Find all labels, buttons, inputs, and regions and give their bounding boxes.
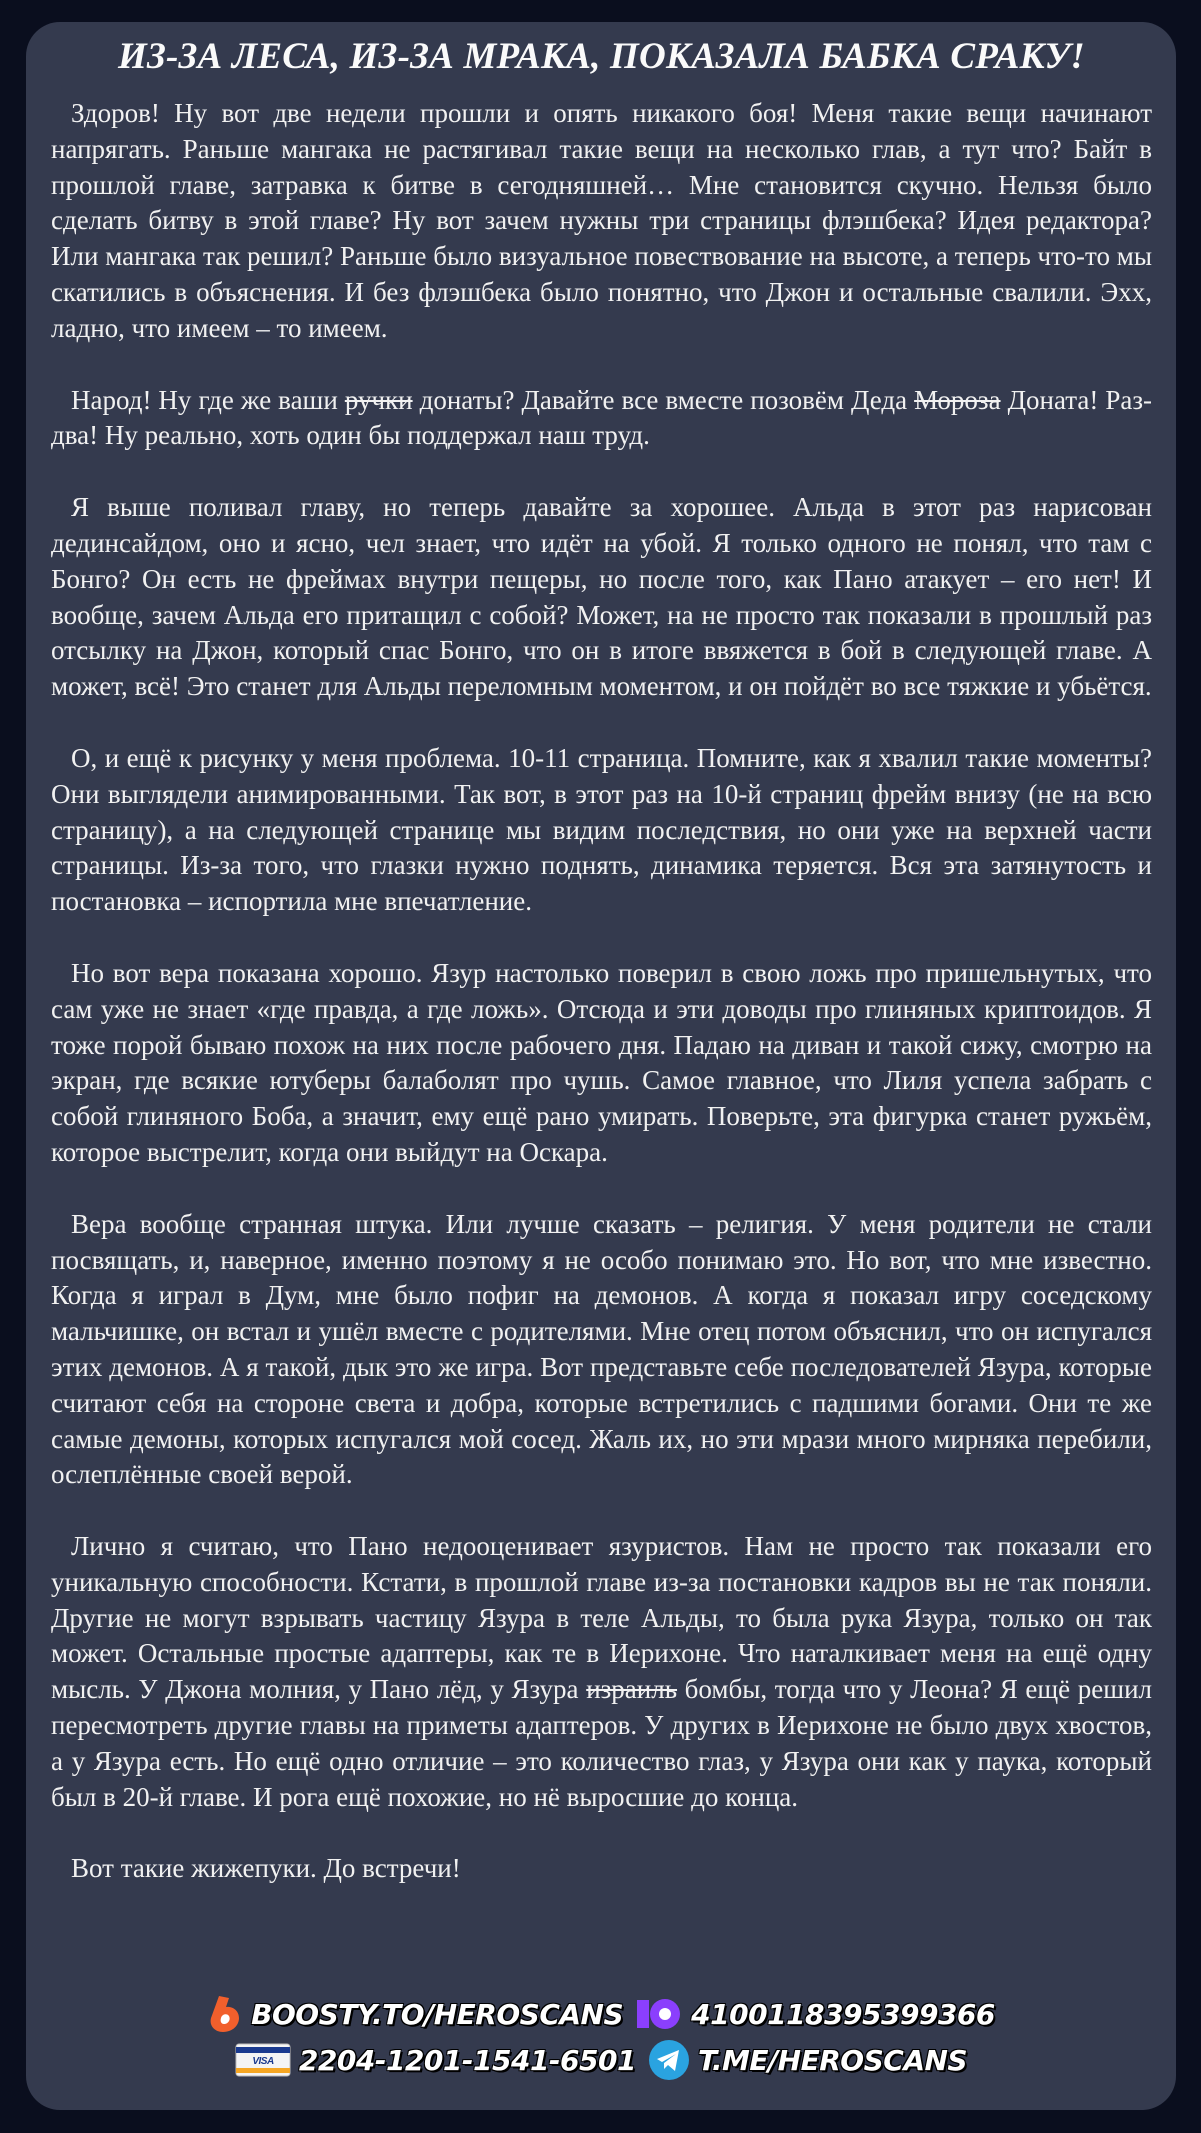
paragraph-7-part-2: бомбы, тогда что у Леона? Я ещё решил пересмотреть другие главы на приметы адаптеров. У других в Иерихоне не было двух хвостов, а у Язура есть. Но ещё одно отличие – это количество глаз, у Язура они как у паука, который был в 20-й главе. И рога ещё похожие, но нё выросшие до конца.	[51, 1674, 1152, 1812]
afterword-card	[26, 22, 1176, 2110]
paragraph-2	[51, 383, 1152, 455]
page-title: ИЗ-ЗА ЛЕСА, ИЗ-ЗА МРАКА, ПОКАЗАЛА БАБКА СРАКУ!	[117, 36, 1086, 77]
boosty-link[interactable]	[207, 1994, 623, 2034]
telegram-icon	[648, 2039, 690, 2081]
card-number-label: 2204-1201-1541-6501	[298, 2043, 636, 2077]
visa-card-icon	[235, 2043, 291, 2077]
yoomoney-wallet[interactable]	[635, 1996, 995, 2032]
telegram-link[interactable]	[648, 2039, 967, 2081]
paragraph-8: Вот такие жижепуки. До встречи!	[71, 1853, 461, 1884]
support-row-1	[26, 1992, 1176, 2036]
strikethrough-word-1: ручки	[344, 384, 413, 415]
paragraph-3: Я выше поливал главу, но теперь давайте за хорошее. Альда в этот раз нарисован дединсайдом, оно и ясно, чел знает, что идёт на убой. Я только одного не понял, что там с Бонго? Он есть не фреймах внутри пещеры, но после того, как Пано атакует – его нет! И вообще, зачем Альда его притащил с собой? Может, на не просто так показали в прошлый раз отсылку на Джон, который спас Бонго, что он в итоге ввяжется в бой в следующей главе. А может, всё! Это станет для Альды переломным моментом, и он пойдёт во все тяжкие и убьётся.	[51, 492, 1152, 702]
yoomoney-number: 4100118395399366	[691, 1997, 995, 2031]
strikethrough-word-3: израиль	[586, 1674, 678, 1705]
svg-text:VISA: VISA	[252, 2056, 274, 2067]
yoomoney-icon	[635, 1996, 683, 2032]
support-links	[26, 1992, 1176, 2082]
paragraph-2-part-2: донаты? Давайте все вместе позовём Деда	[412, 384, 915, 415]
paragraph-2-part-1: Народ! Ну где же ваши	[71, 384, 345, 415]
paragraph-2-part-3: Доната! Раз-два! Ну реально, хоть один бы поддержал наш труд.	[51, 384, 1152, 451]
strikethrough-word-2: Мороза	[914, 384, 1001, 415]
boosty-label: BOOSTY.TO/HEROSCANS	[251, 1997, 624, 2031]
paragraph-6: Вера вообще странная штука. Или лучше сказать – религия. У меня родители не стали посвящать, и, наверное, именно поэтому я не особо понимаю это. Но вот, что мне известно. Когда я играл в Дум, мне было пофиг на демонов. А когда я показал игру соседскому мальчишке, он встал и ушёл вместе с родителями. Мне отец потом объяснил, что он испугался этих демонов. А я такой, дык это же игра. Вот представьте себе последователей Язура, которые считают себя на стороне света и добра, которые встретились с падшими богами. Они те же самые демоны, которых испугался мой сосед. Жаль их, но эти мрази много мирняка перебили, ослеплённые своей верой.	[51, 1208, 1152, 1490]
paragraph-7	[51, 1529, 1152, 1815]
paragraph-1: Здоров! Ну вот две недели прошли и опять никакого боя! Меня такие вещи начинают напрягать. Раньше мангака не растягивал такие вещи на несколько глав, а тут что? Байт в прошлой главе, затравка к битве в сегодняшней… Мне становится скучно. Нельзя было сделать битву в этой главе? Ну вот зачем нужны три страницы флэшбека? Идея редактора? Или мангака так решил? Раньше было визуальное повествование на высоте, а теперь что-то мы скатились в объяснения. И без флэшбека было понятно, что Джон и остальные свалили. Эхх, ладно, что имеем – то имеем.	[51, 98, 1152, 343]
paragraph-4: О, и ещё к рисунку у меня проблема. 10-11 страница. Помните, как я хвалил такие моменты? Они выглядели анимированными. Так вот, в этот раз на 10-й страниц фрейм внизу (не на всю страницу), а на следующей странице мы видим последствия, но они уже на верхней части страницы. Из-за того, что глазки нужно поднять, динамика теряется. Вся эта затянутость и постановка – испортила мне впечатление.	[51, 742, 1152, 917]
paragraph-5: Но вот вера показана хорошо. Язур настолько поверил в свою ложь про пришельнутых, что сам уже не знает «где правда, а где ложь». Отсюда и эти доводы про глиняных криптоидов. Я тоже порой бываю похож на них после рабочего дня. Падаю на диван и такой сижу, смотрю на экран, где всякие ютуберы балаболят про чушь. Самое главное, что Лиля успела забрать с собой глиняного Боба, а значит, ему ещё рано умирать. Поверьте, эта фигурка станет ружьём, которое выстрелит, когда они выйдут на Оскара.	[51, 957, 1152, 1167]
boosty-icon	[207, 1994, 243, 2034]
paragraph-7-part-1: Лично я считаю, что Пано недооценивает язуристов. Нам не просто так показали его уникальную способности. Кстати, в прошлой главе из-за постановки кадров вы не так поняли. Другие не могут взрывать частицу Язура в теле Альды, то была рука Язура, только он так может. Остальные простые адаптеры, как те в Иерихоне. Что наталкивает меня на ещё одну мысль. У Джона молния, у Пано лёд, у Язура	[51, 1531, 1152, 1705]
support-row-2	[26, 2038, 1176, 2082]
card-number[interactable]	[235, 2043, 636, 2077]
telegram-label: T.ME/HEROSCANS	[697, 2043, 968, 2077]
